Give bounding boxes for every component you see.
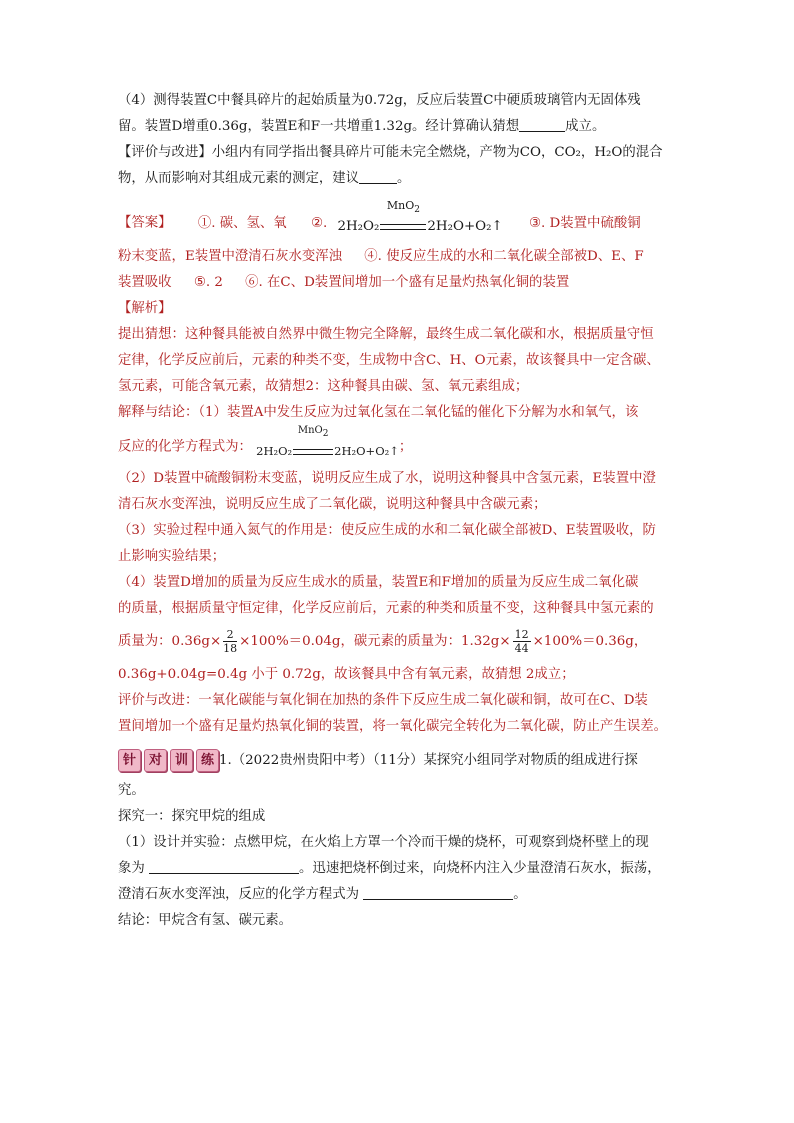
analysis-line: 定律，化学反应前后，元素的种类不变，生成物中含C、H、O元素，故该餐具中一定含碳、: [118, 353, 660, 368]
answer-item: ④. 使反应生成的水和二氧化碳全部被D、E、F: [364, 249, 644, 264]
fraction: $\frac{12}{44}$: [514, 628, 529, 655]
fraction: $\frac{2}{18}$: [223, 628, 238, 655]
analysis-line: 提出猜想：这种餐具能被自然界中微生物完全降解，最终生成二氧化碳和水，根据质量守恒: [118, 327, 654, 342]
answer-item: ②.: [310, 215, 328, 231]
answer-line: [118, 199, 678, 236]
chemical-equation: 2H₂O₂ MnO$_2$ 2H₂O+O₂↑: [337, 199, 503, 234]
analysis-line: 评价与改进：一氧化碳能与氧化铜在加热的条件下反应生成二氧化碳和铜，故可在C、D装: [118, 693, 648, 708]
answer-item: ⑥. 在C、D装置间增加一个盛有足量灼热氧化铜的装置: [245, 275, 570, 290]
analysis-line: 氢元素，可能含氧元素，故猜想2：这种餐具由碳、氢、氧元素组成；: [118, 379, 529, 394]
answer-blank: [519, 115, 565, 132]
text-line: 留。装置D增重0.36g，装置E和F一共增重1.32g。经计算确认猜想 成立。: [118, 114, 678, 140]
question-line: 究。: [118, 783, 145, 798]
question-line: 探究一：探究甲烷的组成: [118, 809, 266, 824]
analysis-line: 置间增加一个盛有足量灼热氧化铜的装置，将一氧化碳完全转化为二氧化碳，防止产生误差。: [118, 719, 668, 734]
answer-label: 【答案】: [118, 215, 172, 231]
answer-blank: [359, 167, 397, 184]
analysis-line: （2）D装置中硫酸铜粉末变蓝，说明反应生成了水，说明这种餐具中含氢元素，E装置中澄: [118, 471, 656, 486]
catalyst-label: MnO$_2$: [386, 199, 420, 215]
analysis-line: 的质量，根据质量守恒定律，化学反应前后，元素的种类和质量不变，这种餐具中氢元素的: [118, 601, 654, 616]
question-line: 结论：甲烷含有氢、碳元素。: [118, 913, 293, 928]
answer-blank: [363, 883, 513, 900]
analysis-line: 清石灰水变浑浊，说明反应生成了二氧化碳，说明这种餐具中含碳元素；: [118, 497, 547, 512]
analysis-line: 质量为：0.36g× $\frac{2}{18}$ ×100%＝0.04g，碳元素的质量为：1.32g× $\frac{12}{44}$ ×100%＝0.36g，: [118, 628, 648, 655]
question-line: （1）设计并实验：点燃甲烷，在火焰上方罩一个冷而干燥的烧杯，可观察到烧杯壁上的现: [118, 835, 649, 850]
question-line: 针 对 训 练 1.（2022贵州贵阳中考）（11分）某探究小组同学对物质的组成进行探: [118, 744, 678, 778]
document-page: [118, 88, 678, 934]
answer-line: 装置吸收 ⑤. 2 ⑥. 在C、D装置间增加一个盛有足量灼热氧化铜的装置: [118, 275, 570, 290]
question-line: 澄清石灰水变浑浊，反应的化学方程式为 。: [118, 882, 678, 908]
chemical-equation: 2H₂O₂ MnO2 2H₂O+O₂↑: [256, 425, 399, 458]
analysis-label: 【解析】: [118, 301, 172, 316]
answer-item: ⑤. 2: [193, 275, 223, 290]
analysis-line: （4）装置D增加的质量为反应生成水的质量，装置E和F增加的质量为反应生成二氧化碳: [118, 575, 639, 590]
text-line: （4）测得装置C中餐具碎片的起始质量为0.72g，反应后装置C中硬质玻璃管内无固体残: [118, 93, 641, 108]
analysis-line: （3）实验过程中通入氮气的作用是：使反应生成的水和二氧化碳全部被D、E装置吸收，防: [118, 523, 656, 538]
training-badge: 针 对 训 练: [118, 749, 219, 772]
analysis-line: 反应的化学方程式为： 2H₂O₂ MnO2 2H₂O+O₂↑；: [118, 426, 678, 460]
analysis-line: 0.36g+0.04g=0.4g 小于 0.72g，故该餐具中含有氧元素，故猜想 2成立；: [118, 667, 575, 682]
question-line: 象为 。迅速把烧杯倒过来，向烧杯内注入少量澄清石灰水，振荡，: [118, 856, 678, 882]
catalyst-label: MnO2: [297, 425, 329, 439]
answer-blank: [149, 857, 299, 874]
answer-item: ③. D装置中硫酸铜: [529, 215, 641, 231]
analysis-line: 止影响实验结果；: [118, 549, 226, 564]
text-line: 【评价与改进】小组内有同学指出餐具碎片可能未完全燃烧，产物为CO，CO₂，H₂O的混合: [118, 145, 663, 160]
answer-item: ①. 碳、氢、氧: [197, 215, 287, 231]
answer-line: 粉末变蓝，E装置中澄清石灰水变浑浊 ④. 使反应生成的水和二氧化碳全部被D、E、F: [118, 249, 644, 264]
text-line: 物，从而影响对其组成元素的测定，建议 。: [118, 166, 678, 192]
analysis-line: 解释与结论：（1）装置A中发生反应为过氧化氢在二氧化锰的催化下分解为水和氧气，该: [118, 405, 639, 420]
